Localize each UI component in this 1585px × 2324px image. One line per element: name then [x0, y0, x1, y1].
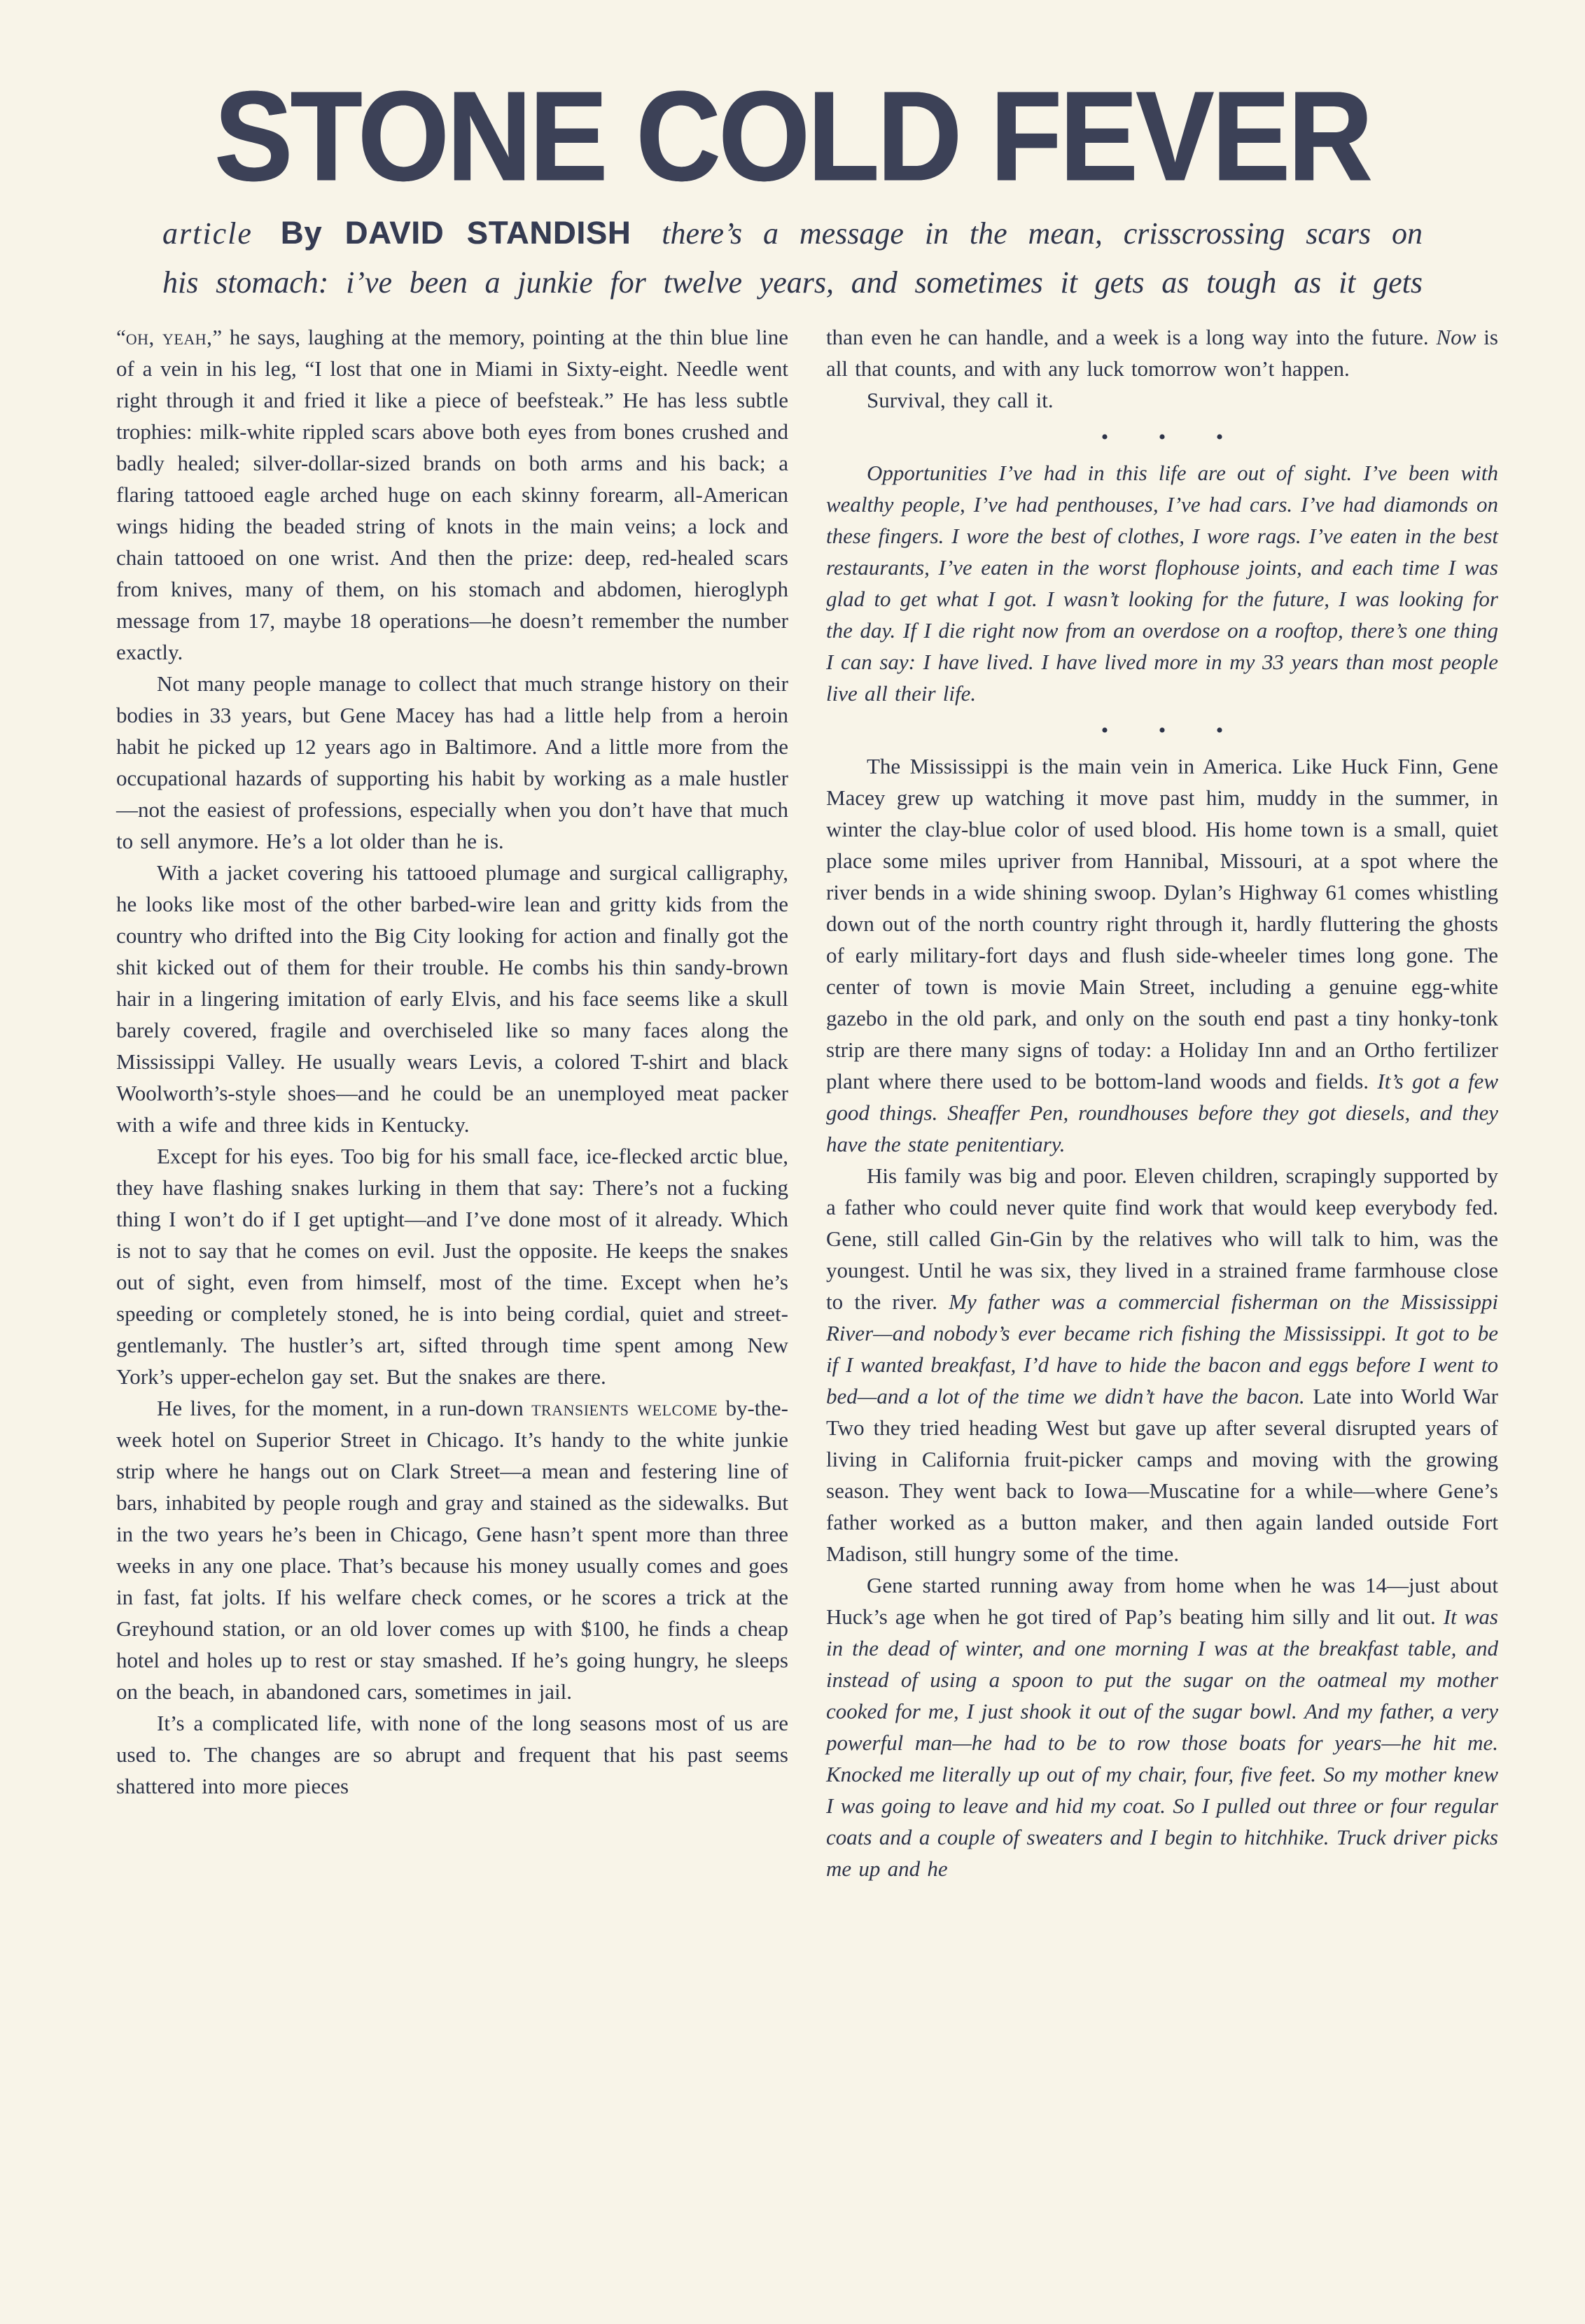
italic-text: Opportunities I’ve had in this life are out of sight. I’ve been with wealthy people, I’ve had penthouses, I’ve had cars. I’ve had diamonds on these fingers. I wore the best of clothes, I wore rags. I’ve eaten in the best restaurants, I’ve eaten in the worst flophouse joints, and each time I was glad to get what I got. I wasn’t looking for the future, I was looking for the day. If I die right now from an overdose on a rooftop, there’s one thing I can say: I have lived. I have lived more in my 33 years than most people live all their life.: [826, 461, 1498, 706]
body-text: than even he can handle, and a week is a long way into the future.: [826, 325, 1437, 349]
italic-text: It was in the dead of winter, and one morning I was at the breakfast table, and instead of using a spoon to put the sugar on the oatmeal my mother cooked for me, I just shook it out of the sugar bowl. And my father, a very powerful man—he had to be to row those boats for years—he hit me. Knocked me literally up out of my chair, four, five feet. So my mother knew I was going to leave and hid my coat. So I pulled out three or four regular coats and a couple of sweaters and I begin to hitchhike. Truck driver picks me up and he: [826, 1604, 1498, 1881]
small-caps-text: transients welcome: [531, 1396, 718, 1420]
body-text: by-the-week hotel on Superior Street in Chicago. It’s handy to the white junkie strip where he hangs out on Clark Street—a mean and festering line of bars, inhabited by people rough and gray and stained as the sidewalks. But in the two years he’s been in Chicago, Gene hasn’t spent more than three weeks in any one place. That’s because his money usually comes and goes in fast, fat jolts. If his welfare check comes, or he scores a trick at the Greyhound station, or an old lover comes up with $100, he finds a cheap hotel and holes up to rest or stay smashed. If he’s going hungry, he sleeps on the beach, in abandoned cars, sometimes in jail.: [116, 1396, 788, 1704]
body-text: is all that counts, and with any luck tomorrow won’t happen.: [826, 325, 1498, 381]
italic-text: It’s got a few good things. Sheaffer Pen, roundhouses before they got diesels, and they have the state penitentiary.: [826, 1069, 1498, 1156]
body-text: “: [116, 325, 126, 349]
body-text: Gene started running away from home when he was 14—just about Huck’s age when he got tired of Pap’s beating him silly and lit out.: [826, 1573, 1498, 1629]
paragraph: [116, 1392, 788, 1707]
deck-text-1: there’s a message in the mean, crisscrossing scars on: [662, 216, 1423, 251]
paragraph: [826, 384, 1498, 416]
section-separator-dots: • • •: [1101, 426, 1224, 449]
body-text: Except for his eyes. Too big for his small face, ice-flecked arctic blue, they have flashing snakes lurking in them that say: There’s not a fucking thing I won’t do if I get uptight—and I’ve done most of it already. Which is not to say that he comes on evil. Just the opposite. He keeps the snakes out of sight, even from himself, most of the time. Except when he’s speeding or completely stoned, he is into being cordial, quiet and street-gentlemanly. The hustler’s art, sifted through time spent among New York’s upper-echelon gay set. But the snakes are there.: [116, 1144, 788, 1389]
body-text: His family was big and poor. Eleven children, scrapingly supported by a father who could never quite find work that would keep everybody fed. Gene, still called Gin-Gin by the relatives who will talk to him, was the youngest. Until he was six, they lived in a strained frame farmhouse close to the river.: [826, 1163, 1498, 1314]
kicker-label: article: [162, 216, 253, 251]
italic-text: My father was a commercial fisherman on the Mississippi River—and nobody’s ever became rich fishing the Mississippi. It got to be if I wanted breakfast, I’d have to hide the bacon and eggs before I went to bed—and a lot of the time we didn’t have the bacon.: [826, 1289, 1499, 1408]
body-text: With a jacket covering his tattooed plumage and surgical calligraphy, he looks like most of the other barbed-wire lean and gritty kids from the country who drifted into the Big City looking for action and finally got the shit kicked out of them for their trouble. He combs his thin sandy-brown hair in a lingering imitation of early Elvis, and his face seems like a skull barely covered, fragile and overchiseled like so many faces along the Mississippi Valley. He usually wears Levis, a colored T-shirt and black Woolworth’s-style shoes—and he could be an unemployed meat packer with a wife and three kids in Kentucky.: [116, 860, 788, 1137]
column-right: [826, 321, 1498, 1884]
paragraph: [116, 668, 788, 857]
small-caps-text: oh, yeah,: [125, 325, 213, 349]
article-body: [0, 307, 1585, 1884]
body-text: ” he says, laughing at the memory, pointing at the thin blue line of a vein in his leg, “I lost that one in Miami in Sixty-eight. Needle went right through it and fried it like a piece of beefsteak.” He has less subtle trophies: milk-white rippled scars above both eyes from bones crushed and badly healed; silver-dollar-sized brands on both arms and his back; a flaring tattooed eagle arched huge on each skinny forearm, all-American wings hiding the beaded string of knots in the main veins; a lock and chain tattooed on one wrist. And then the prize: deep, red-healed scars from knives, many of them, on his stomach and abdomen, hieroglyph message from 17, maybe 18 operations—he doesn’t remember the number exactly.: [116, 325, 788, 664]
masthead: [0, 0, 1585, 307]
paragraph: [826, 321, 1498, 384]
byline: By DAVID STANDISH: [280, 215, 631, 251]
body-text: Survival, they call it.: [867, 388, 1054, 412]
deck-text-2: his stomach: i’ve been a junkie for twelve years, and sometimes it gets as tough as it gets: [162, 265, 1423, 300]
paragraph: [826, 750, 1498, 1160]
paragraph: [116, 1140, 788, 1392]
article-title: [0, 65, 1585, 208]
paragraph: [826, 457, 1498, 709]
deck: [162, 209, 1423, 307]
deck-line-1: [162, 209, 1423, 258]
body-text: It’s a complicated life, with none of the long seasons most of us are used to. The changes are so abrupt and frequent that his past seems shattered into more pieces: [116, 1711, 788, 1798]
paragraph: [116, 1707, 788, 1802]
italic-text: Now: [1436, 325, 1476, 349]
body-text: Late into World War Two they tried heading West but gave up after several disrupted years of living in California fruit-picker camps and moving with the growing season. They went back to Iowa—Muscatine for a while—where Gene’s father worked as a button maker, and then again landed outside Fort Madison, still hungry some of the time.: [826, 1384, 1499, 1566]
paragraph: [826, 1569, 1498, 1884]
article-title-text: STONE COLD FEVER: [214, 65, 1371, 208]
column-left: [116, 321, 788, 1884]
deck-line-2: [162, 258, 1423, 307]
body-text: Not many people manage to collect that much strange history on their bodies in 33 years, but Gene Macey has had a little help from a heroin habit he picked up 12 years ago in Baltimore. And a little more from the occupational hazards of supporting his habit by working as a male hustler—not the easiest of professions, especially when you don’t have that much to sell anymore. He’s a lot older than he is.: [116, 671, 788, 853]
body-text: He lives, for the moment, in a run-down: [157, 1396, 532, 1420]
section-separator-dots: • • •: [1101, 719, 1224, 742]
paragraph: [826, 1160, 1498, 1569]
body-text: The Mississippi is the main vein in America. Like Huck Finn, Gene Macey grew up watching it move past him, muddy in the summer, in winter the clay-blue color of used blood. His home town is a small, quiet place some miles upriver from Hannibal, Missouri, at a spot where the river bends in a wide shining swoop. Dylan’s Highway 61 comes whistling down out of the north country right through it, hardly fluttering the ghosts of early military-fort days and flush side-wheeler times long gone. The center of town is movie Main Street, including a genuine egg-white gazebo in the old park, and only on the south end past a tiny honky-tonk strip are there many signs of today: a Holiday Inn and an Ortho fertilizer plant where there used to be bottom-land woods and fields.: [826, 754, 1498, 1093]
paragraph: [116, 321, 788, 668]
paragraph: [116, 857, 788, 1140]
